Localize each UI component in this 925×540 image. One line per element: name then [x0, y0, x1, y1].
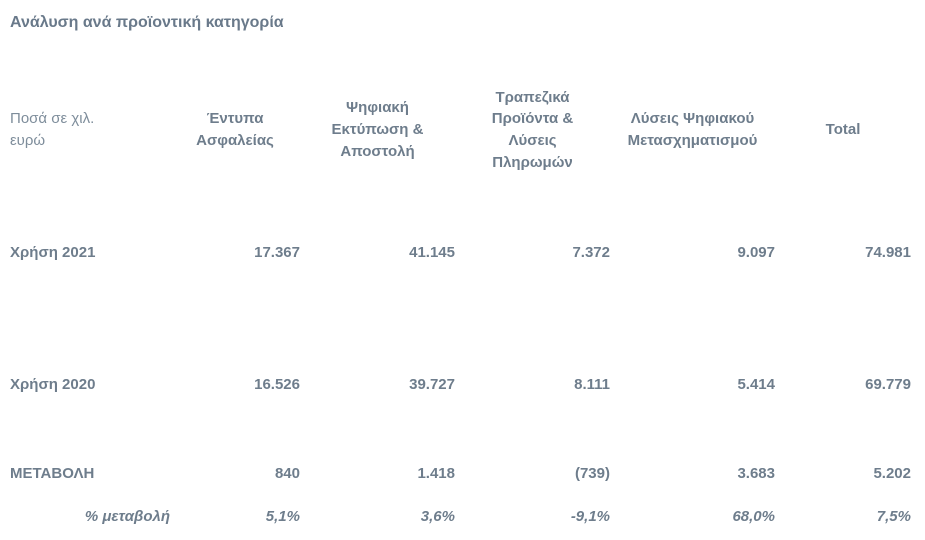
column-header-label: Τραπεζικά Προϊόντα & Λύσεις Πληρωμών [491, 88, 574, 171]
table-row-year-2020 [10, 314, 911, 454]
value-cell: 1.418 [417, 464, 455, 482]
column-header-label: Total [825, 121, 861, 139]
value-cell: 17.367 [254, 243, 300, 261]
table-row-percent-change [10, 492, 911, 540]
unit-header-cell [10, 70, 170, 190]
row-label: ΜΕΤΑΒΟΛΗ [10, 464, 95, 482]
value-cell: 16.526 [254, 375, 300, 393]
row-label: % μεταβολή [84, 507, 170, 525]
column-header-label: Έντυπα Ασφαλείας [196, 110, 274, 149]
column-header-label: Λύσεις Ψηφιακού Μετασχηματισμού [627, 110, 758, 149]
value-cell: 3,6% [420, 507, 455, 525]
column-header-digital-transformation [610, 70, 775, 190]
table-row-change [10, 454, 911, 492]
value-cell: 5,1% [265, 507, 300, 525]
value-cell: 3.683 [737, 464, 775, 482]
column-header-banking-products [455, 70, 610, 190]
row-label: Χρήση 2021 [10, 243, 96, 261]
product-category-table [10, 70, 911, 540]
column-header-digital-printing [300, 70, 455, 190]
value-cell: 41.145 [409, 243, 455, 261]
value-cell: 840 [274, 464, 300, 482]
value-cell: 9.097 [737, 243, 775, 261]
value-cell: 68,0% [732, 507, 775, 525]
table-row-year-2021 [10, 190, 911, 314]
unit-label: Ποσά σε χιλ. ευρώ [10, 110, 95, 149]
column-header-security-documents [170, 70, 300, 190]
value-cell: (739) [574, 464, 610, 482]
row-label: Χρήση 2020 [10, 375, 96, 393]
value-cell: 69.779 [865, 375, 911, 393]
page-title: Ανάλυση ανά προϊοντική κατηγορία [10, 14, 284, 31]
column-header-total [775, 70, 911, 190]
value-cell: 39.727 [409, 375, 455, 393]
value-cell: 7.372 [572, 243, 610, 261]
value-cell: 5.414 [737, 375, 775, 393]
column-header-label: Ψηφιακή Εκτύπωση & Αποστολή [331, 99, 424, 160]
value-cell: 5.202 [873, 464, 911, 482]
value-cell: 8.111 [574, 375, 610, 393]
value-cell: 7,5% [876, 507, 911, 525]
header-row [10, 70, 911, 190]
value-cell: -9,1% [570, 507, 610, 525]
value-cell: 74.981 [865, 243, 911, 261]
